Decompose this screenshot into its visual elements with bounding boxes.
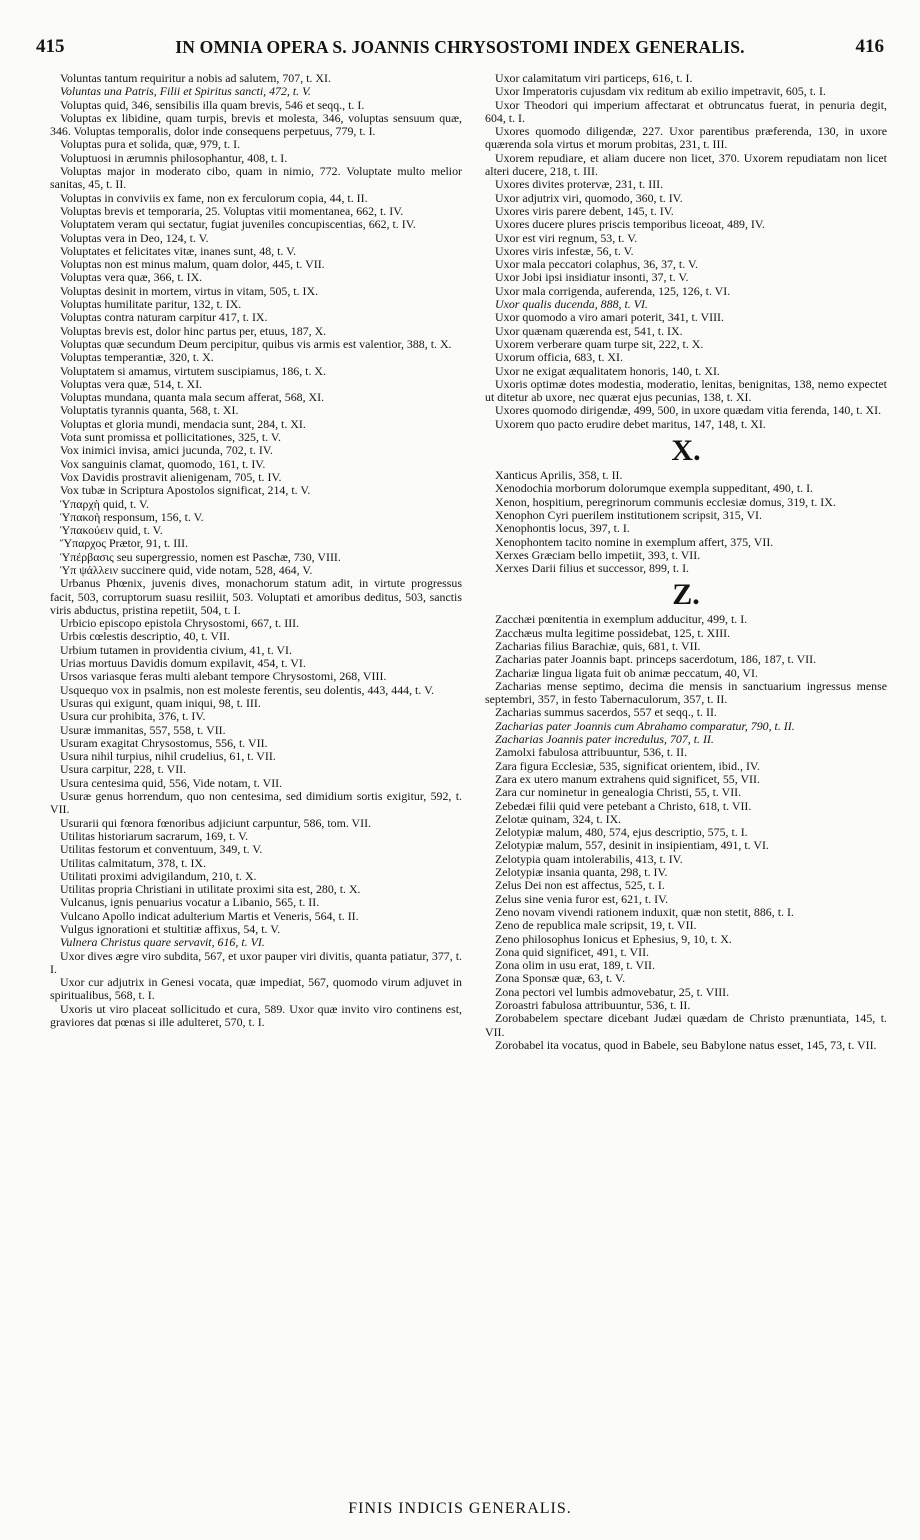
index-entry: Usura nihil turpius, nihil crudelius, 61, t. VII. xyxy=(60,749,276,764)
index-entry: Voluptuosi in ærumnis philosophantur, 408, t. I. xyxy=(60,150,288,165)
index-entry: Zacchæus multa legitime possidebat, 125, t. XIII. xyxy=(495,625,731,640)
index-entry: Uxores viris infestæ, 56, t. V. xyxy=(495,243,634,258)
index-entry: Uxores viris parere debent, 145, t. IV. xyxy=(495,203,674,218)
index-entry: Zacharias filius Barachiæ, quis, 681, t. VII. xyxy=(495,638,701,653)
index-entry: Xanticus Aprilis, 358, t. II. xyxy=(495,468,623,483)
running-header xyxy=(36,36,884,62)
index-entry: Utilitas historiarum sacrarum, 169, t. V. xyxy=(60,828,249,843)
index-entry: Usura carpitur, 228, t. VII. xyxy=(60,762,187,777)
index-entry: Ὑπ ψάλλειν succinere quid, vide notam, 528, 464, V. xyxy=(60,562,313,577)
page-number-left: 415 xyxy=(36,36,65,57)
index-entry: Uxor ne exigat æqualitatem honoris, 140, t. XI. xyxy=(495,363,720,378)
index-entry: Uxor cur adjutrix in Genesi vocata, quæ impediat, 567, quomodo virum adjuvet in spiritualibus, 568, t. I. xyxy=(50,975,462,1003)
index-entry: Voluntas una Patris, Filii et Spiritus sancti, 472, t. V. xyxy=(60,84,311,99)
index-entry: Uxoris ut viro placeat sollicitudo et cura, 589. Uxor quæ invito viro continens est, graviores dat pœnas si ille adulteret, 570, t. I. xyxy=(50,1001,462,1030)
index-entry: Vulcanus, ignis penuarius vocatur a Libanio, 565, t. II. xyxy=(60,895,320,910)
index-entry: Voluptas temperantiæ, 320, t. X. xyxy=(60,350,214,365)
index-entry: Vox tubæ in Scriptura Apostolos significat, 214, t. V. xyxy=(60,483,311,498)
index-entry: Uxorem quo pacto erudire debet maritus, 147, 148, t. XI. xyxy=(495,416,766,431)
index-entry: Usuræ immanitas, 557, 558, t. VII. xyxy=(60,722,226,737)
index-entry: Usura centesima quid, 556, Vide notam, t. VII. xyxy=(60,775,283,790)
index-entry: Uxor Theodori qui imperium affectarat et obtruncatus fuerat, in penuria degit, 604, t. I. xyxy=(485,97,887,125)
index-entry: Uxores quomodo diligendæ, 227. Uxor parentibus præferenda, 130, in uxore quærenda sola virtus et morum probitas, 231, t. III. xyxy=(485,124,887,152)
index-entry: Zebedæi filii quid vere petebant a Christo, 618, t. VII. xyxy=(495,798,752,813)
index-entry: Voluptas mundana, quanta mala secum afferat, 568, XI. xyxy=(60,390,325,405)
index-entry: Zara ex utero manum extrahens quid significet, 55, VII. xyxy=(495,771,760,786)
index-entry: Uxor quomodo a viro amari poterit, 341, t. VIII. xyxy=(495,310,724,325)
index-entry: Zorobabel ita vocatus, quod in Babele, seu Babylone natus esset, 145, 73, t. VII. xyxy=(495,1037,877,1052)
index-entry: Zeno novam vivendi rationem induxit, quæ non stetit, 886, t. I. xyxy=(495,904,794,919)
index-entry: Ὕπαρχος Prætor, 91, t. III. xyxy=(60,536,189,551)
index-entry: Voluptas ex libidine, quam turpis, brevis et molesta, 346, voluptas sensuum quæ, 346. Voluptas temporalis, dolor inde consequens perpetuus, 779, t. I. xyxy=(50,110,462,139)
index-entry: Usuras qui exigunt, quam iniqui, 98, t. III. xyxy=(60,695,261,710)
index-entry: Ursos variasque feras multi alebant tempore Chrysostomi, 268, VIII. xyxy=(60,669,387,684)
index-entry: Utilitas festorum et conventuum, 349, t. V. xyxy=(60,842,263,857)
index-entry: Uxorem repudiare, et aliam ducere non licet, 370. Uxorem repudiatam non licet alteri ducere, 218, t. III. xyxy=(485,150,887,179)
index-entry: Uxorem verberare quam turpe sit, 222, t. X. xyxy=(495,336,704,351)
index-entry: Vox sanguinis clamat, quomodo, 161, t. IV. xyxy=(60,456,266,471)
index-entry: Voluptatem si amamus, virtutem suscipiamus, 186, t. X. xyxy=(60,363,326,378)
index-entry: Xenodochia morborum dolorumque exempla suppeditant, 490, t. I. xyxy=(495,481,814,496)
index-entry: Ὑπακοὴ responsum, 156, t. V. xyxy=(60,509,204,524)
right-column xyxy=(485,72,887,1052)
index-entry: Voluptas vera quæ, 366, t. IX. xyxy=(60,270,203,285)
index-entry: Voluptas brevis est, dolor hinc partus per, etuus, 187, X. xyxy=(60,323,327,338)
index-entry: Voluptatis tyrannis quanta, 568, t. XI. xyxy=(60,403,239,418)
index-entry: Uxores ducere plures priscis temporibus liceoat, 489, IV. xyxy=(495,217,765,232)
index-entry: Voluptas quid, 346, sensibilis illa quam brevis, 546 et seqq., t. I. xyxy=(60,97,365,112)
section-letter: Z. xyxy=(672,578,700,612)
index-entry: Vulnera Christus quare servavit, 616, t. VI. xyxy=(60,935,265,950)
index-entry: Vox Davidis prostravit alienigenam, 705, t. IV. xyxy=(60,469,282,484)
index-entry: Xerxes Græciam bello impetiit, 393, t. VII. xyxy=(495,547,701,562)
index-entry: Zorobabelem spectare dicebant Judæi quædam de Christo prænuntiata, 145, t. VII. xyxy=(485,1011,887,1039)
index-entry: Zona Sponsæ quæ, 63, t. V. xyxy=(495,971,626,986)
running-title: IN OMNIA OPERA S. JOANNIS CHRYSOSTOMI INDEX GENERALIS. xyxy=(175,37,745,57)
index-entry: Xenon, hospitium, peregrinorum communis ecclesiæ domus, 319, t. IX. xyxy=(495,494,836,509)
index-entry: Utilitas calmitatum, 378, t. IX. xyxy=(60,855,206,870)
index-entry: Uxor quænam quærenda est, 541, t. IX. xyxy=(495,323,683,338)
section-letter: X. xyxy=(671,434,701,468)
index-entry: Voluptas desinit in mortem, virtus in vitam, 505, t. IX. xyxy=(60,283,319,298)
index-entry: Zara cur nominetur in genealogia Christi, 55, t. VII. xyxy=(495,785,742,800)
index-entry: Zeno de republica male scripsit, 19, t. VII. xyxy=(495,918,697,933)
index-entry: Utilitati proximi advigilandum, 210, t. X. xyxy=(60,868,257,883)
index-entry: Voluptas humilitate paritur, 132, t. IX. xyxy=(60,297,242,312)
index-entry: Voluptatem veram qui sectatur, fugiat juveniles concupiscentias, 662, t. IV. xyxy=(60,217,416,232)
index-entry: Zacharias pater Joannis bapt. princeps sacerdotum, 186, 187, t. VII. xyxy=(495,652,817,667)
index-entry: Uxoris optimæ dotes modestia, moderatio, lenitas, benignitas, 138, nemo expectet ut ditetur ab uxore, nec quærat ejus pecunias, 138, t. XI. xyxy=(485,376,887,405)
index-entry: Voluptas quæ secundum Deum percipitur, quibus vis armis est valentior, 388, t. X. xyxy=(60,336,452,351)
index-entry: Voluntas tantum requiritur a nobis ad salutem, 707, t. XI. xyxy=(60,71,331,85)
index-entry: Zara figura Ecclesiæ, 535, significat orientem, ibid., IV. xyxy=(495,758,760,773)
index-entry: Zona olim in usu erat, 189, t. VII. xyxy=(495,958,655,973)
index-entry: Vulcano Apollo indicat adulterium Martis et Veneris, 564, t. II. xyxy=(60,908,359,923)
index-entry: Zacharias pater Joannis cum Abrahamo comparatur, 790, t. II. xyxy=(495,718,795,733)
index-entry: Uxor dives ægre viro subdita, 567, et uxor pauper viri divitis, quanta patiatur, 377, t. I. xyxy=(50,948,462,976)
index-entry: Usurarii qui fœnora fœnoribus adjiciunt carpuntur, 586, tom. VII. xyxy=(60,815,372,830)
index-entry: Xenophontem tacito nomine in exemplum affert, 375, VII. xyxy=(495,534,774,549)
index-entry: Usquequo vox in psalmis, non est moleste ferentis, seu dolentis, 443, 444, t. V. xyxy=(60,682,435,697)
index-entry: Urbicio episcopo epistola Chrysostomi, 667, t. III. xyxy=(60,616,300,631)
index-entry: Zelotypiæ malum, 557, desinit in insipientiam, 491, t. VI. xyxy=(495,838,769,853)
index-entry: Zoroastri fabulosa attribuuntur, 536, t. II. xyxy=(495,998,691,1012)
index-entry: Xerxes Darii filius et successor, 899, t. I. xyxy=(495,561,690,576)
index-entry: Zona pectori vel lumbis admovebatur, 25, t. VIII. xyxy=(495,984,730,999)
index-entry: Zelus Dei non est affectus, 525, t. I. xyxy=(495,878,665,893)
index-entry: Urbanus Phœnix, juvenis dives, monachorum statum adit, in virtute progressus facit, 503, corruptorum suasu resiliit, 503. Voluptati et amoribus deditus, 503, sanctis viris abductus, pristina repetiit, 504, t. I. xyxy=(50,576,462,617)
index-entry: Uxorum officia, 683, t. XI. xyxy=(495,350,623,365)
index-entry: Ὑπέρβασις seu supergressio, nomen est Paschæ, 730, VIII. xyxy=(60,549,341,564)
index-entry: Uxor mala corrigenda, auferenda, 125, 126, t. VI. xyxy=(495,283,731,298)
index-entry: Uxor calamitatum viri particeps, 616, t. I. xyxy=(495,71,693,85)
index-entry: Zeno philosophus Ionicus et Ephesius, 9, 10, t. X. xyxy=(495,931,732,946)
index-entry: Zacharias summus sacerdos, 557 et seqq., t. II. xyxy=(495,705,717,720)
index-entry: Urias mortuus Davidis domum expilavit, 454, t. VI. xyxy=(60,656,306,671)
index-entry: Uxores divites protervæ, 231, t. III. xyxy=(495,177,664,192)
index-entry: Urbis cœlestis descriptio, 40, t. VII. xyxy=(60,629,230,644)
index-entry: Zelotæ quinam, 324, t. IX. xyxy=(495,811,622,826)
index-entry: Usura cur prohibita, 376, t. IV. xyxy=(60,709,206,724)
index-entry: Voluptas non est minus malum, quam dolor, 445, t. VII. xyxy=(60,257,325,272)
index-entry: Voluptas major in moderato cibo, quam in nimio, 772. Voluptate multo melior sanitas, 45, t. II. xyxy=(50,164,462,192)
left-column xyxy=(50,72,462,1029)
index-entry: Zelotypiæ insania quanta, 298, t. IV. xyxy=(495,865,668,880)
index-entry: Zona quid significet, 491, t. VII. xyxy=(495,944,650,959)
index-entry: Uxor mala peccatori colaphus, 36, 37, t. V. xyxy=(495,257,698,272)
index-entry: Voluptas vera in Deo, 124, t. V. xyxy=(60,230,209,245)
index-entry: Vota sunt promissa et pollicitationes, 325, t. V. xyxy=(60,430,281,445)
index-entry: Zacchæi pœnitentia in exemplum adducitur, 499, t. I. xyxy=(495,612,748,627)
index-entry: Zamolxi fabulosa attribuuntur, 536, t. II. xyxy=(495,745,688,760)
index-entry: Zelus sine venia furor est, 621, t. IV. xyxy=(495,891,669,906)
index-entry: Zachariæ lingua ligata fuit ob animæ peccatum, 40, VI. xyxy=(495,665,758,680)
index-entry: Zelotypia quam intolerabilis, 413, t. IV. xyxy=(495,851,683,866)
index-entry: Utilitas propria Christiani in utilitate proximi sita est, 280, t. X. xyxy=(60,882,361,897)
index-entry: Ὑπακούειν quid, t. V. xyxy=(60,523,163,538)
index-entry: Ὑπαρχὴ quid, t. V. xyxy=(60,496,149,511)
index-entry: Voluptas brevis et temporaria, 25. Voluptas vitii momentanea, 662, t. IV. xyxy=(60,203,404,218)
index-entry: Vox inimici invisa, amici jucunda, 702, t. IV. xyxy=(60,443,273,458)
index-entry: Voluptas in conviviis ex fame, non ex ferculorum copia, 44, t. II. xyxy=(60,190,368,205)
index-entry: Voluptas pura et solida, quæ, 979, t. I. xyxy=(60,137,241,152)
index-entry: Uxor Imperatoris cujusdam vix reditum ab exilio impetravit, 605, t. I. xyxy=(495,84,826,99)
index-entry: Uxor adjutrix viri, quomodo, 360, t. IV. xyxy=(495,190,683,205)
index-entry: Zacharias mense septimo, decima die mensis in sanctuarium ingressus mense septembri, 357, in festo Tabernaculorum, 357, t. II. xyxy=(485,678,887,707)
index-entry: Uxor est viri regnum, 53, t. V. xyxy=(495,230,638,245)
index-entry: Uxor Jobi ipsi insidiatur insonti, 37, t. V. xyxy=(495,270,689,285)
index-entry: Vulgus ignorationi et stultitiæ affixus, 54, t. V. xyxy=(60,922,281,936)
finis-line: FINIS INDICIS GENERALIS. xyxy=(348,1500,572,1517)
index-entry: Usuram exagitat Chrysostomus, 556, t. VII. xyxy=(60,735,268,750)
page-number-right: 416 xyxy=(855,36,884,57)
index-entry: Uxor qualis ducenda, 888, t. VI. xyxy=(495,297,648,312)
index-entry: Urbium tutamen in providentia civium, 41, t. VI. xyxy=(60,642,292,657)
index-entry: Xenophontis locus, 397, t. I. xyxy=(495,521,630,536)
index-entry: Zacharias Joannis pater incredulus, 707, t. II. xyxy=(495,732,714,747)
index-entry: Uxores quomodo dirigendæ, 499, 500, in uxore quædam vitia ferenda, 140, t. XI. xyxy=(495,403,882,418)
index-entry: Voluptas vera quæ, 514, t. XI. xyxy=(60,376,203,391)
index-entry: Voluptates et felicitates vitæ, inanes sunt, 48, t. V. xyxy=(60,243,297,258)
index-entry: Voluptas contra naturam carpitur 417, t. IX. xyxy=(60,310,268,325)
index-entry: Voluptas et gloria mundi, mendacia sunt, 284, t. XI. xyxy=(60,416,306,431)
index-entry: Zelotypiæ malum, 480, 574, ejus descriptio, 575, t. I. xyxy=(495,825,748,840)
index-entry: Xenophon Cyri puerilem institutionem scripsit, 315, VI. xyxy=(495,507,762,522)
index-entry: Usuræ genus horrendum, quo non centesima, sed dimidium sortis exigitur, 592, t. VII. xyxy=(50,789,462,817)
